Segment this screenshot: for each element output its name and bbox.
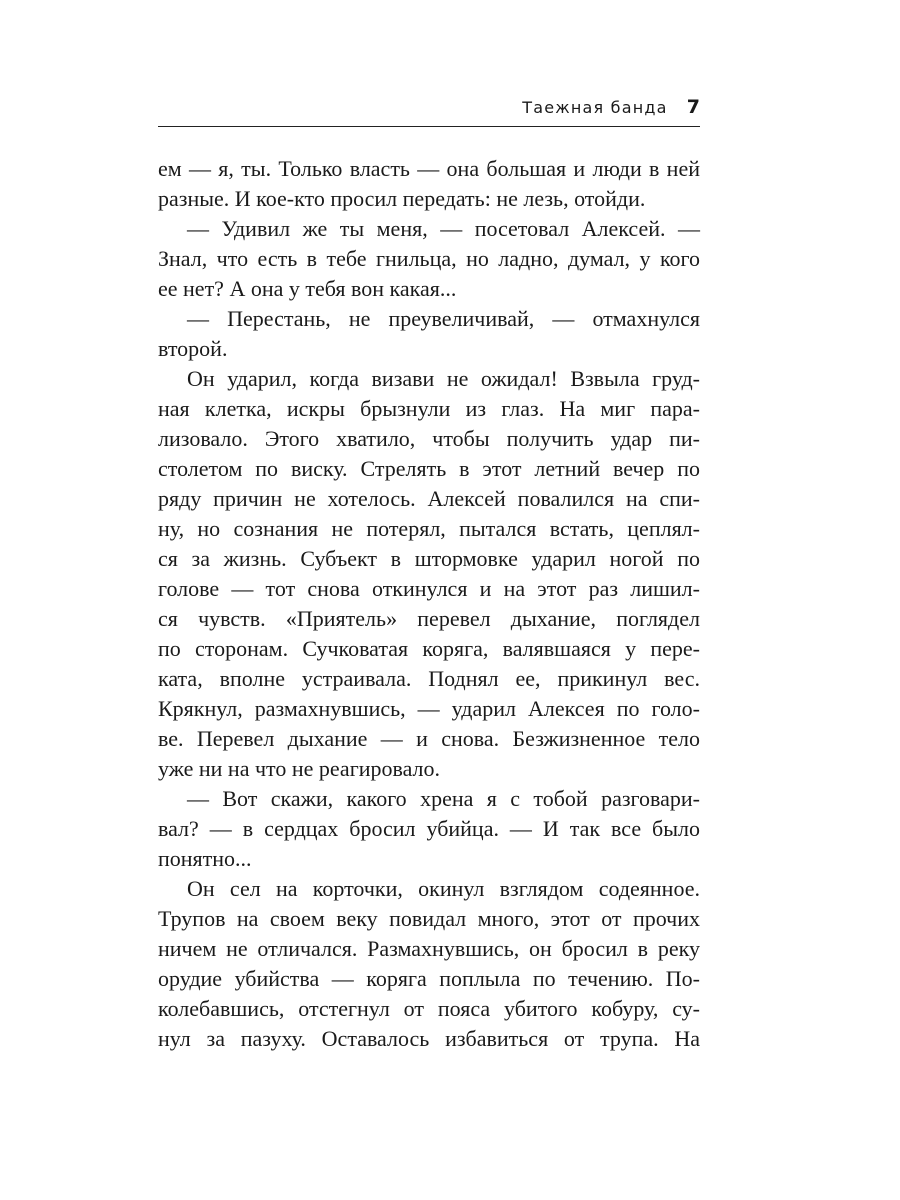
text-line: колебавшись, отстегнул от пояса убитого кобуру, су-: [158, 996, 700, 1021]
text-line: ве. Перевел дыхание — и снова. Безжизненное тело: [158, 726, 700, 751]
text-line: столетом по виску. Стрелять в этот летний вечер по: [158, 456, 700, 481]
body-text: [158, 154, 700, 1054]
text-line: — Удивил же ты меня, — посетовал Алексей. —: [187, 216, 700, 241]
text-line: Он сел на корточки, окинул взглядом содеянное.: [187, 876, 700, 901]
header-rule: [158, 126, 700, 127]
paragraph: [158, 304, 700, 364]
page-number: 7: [686, 96, 700, 118]
text-line: нул за пазуху. Оставалось избавиться от трупа. На: [158, 1026, 700, 1051]
text-line: ката, вполне устраивала. Поднял ее, прикинул вес.: [158, 666, 700, 691]
text-line: ная клетка, искры брызнули из глаз. На миг пара-: [158, 396, 700, 421]
text-line: — Вот скажи, какого хрена я с тобой разговари-: [187, 786, 700, 811]
text-line: Крякнул, размахнувшись, — ударил Алексея по голо-: [158, 696, 700, 721]
text-line: Он ударил, когда визави не ожидал! Взвыла груд-: [187, 366, 700, 391]
text-line: второй.: [158, 336, 228, 361]
text-line: Трупов на своем веку повидал много, этот от прочих: [158, 906, 700, 931]
paragraph: [158, 784, 700, 874]
text-line: ну, но сознания не потерял, пытался встать, цеплял-: [158, 516, 700, 541]
paragraph: [158, 154, 700, 214]
text-line: ся чувств. «Приятель» перевел дыхание, поглядел: [158, 606, 700, 631]
text-line: Знал, что есть в тебе гнильца, но ладно, думал, у кого: [158, 246, 700, 271]
text-line: — Перестань, не преувеличивай, — отмахнулся: [187, 306, 700, 331]
running-title: Таежная банда: [522, 98, 668, 117]
text-line: орудие убийства — коряга поплыла по течению. По-: [158, 966, 700, 991]
paragraph: [158, 874, 700, 1054]
text-line: по сторонам. Сучковатая коряга, валявшаяся у пере-: [158, 636, 700, 661]
text-line: вал? — в сердцах бросил убийца. — И так все было: [158, 816, 700, 841]
text-line: понятно...: [158, 846, 252, 871]
text-line: лизовало. Этого хватило, чтобы получить удар пи-: [158, 426, 700, 451]
running-header: [158, 96, 700, 122]
text-line: ем — я, ты. Только власть — она большая и люди в ней: [158, 156, 700, 181]
text-line: ничем не отличался. Размахнувшись, он бросил в реку: [158, 936, 700, 961]
text-line: разные. И кое-кто просил передать: не лезь, отойди.: [158, 186, 646, 211]
text-line: уже ни на что не реагировало.: [158, 756, 441, 781]
text-line: ся за жизнь. Субъект в штормовке ударил ногой по: [158, 546, 700, 571]
text-line: ряду причин не хотелось. Алексей повалился на спи-: [158, 486, 700, 511]
text-line: ее нет? А она у тебя вон какая...: [158, 276, 457, 301]
paragraph: [158, 364, 700, 784]
paragraph: [158, 214, 700, 304]
text-line: голове — тот снова откинулся и на этот раз лишил-: [158, 576, 700, 601]
